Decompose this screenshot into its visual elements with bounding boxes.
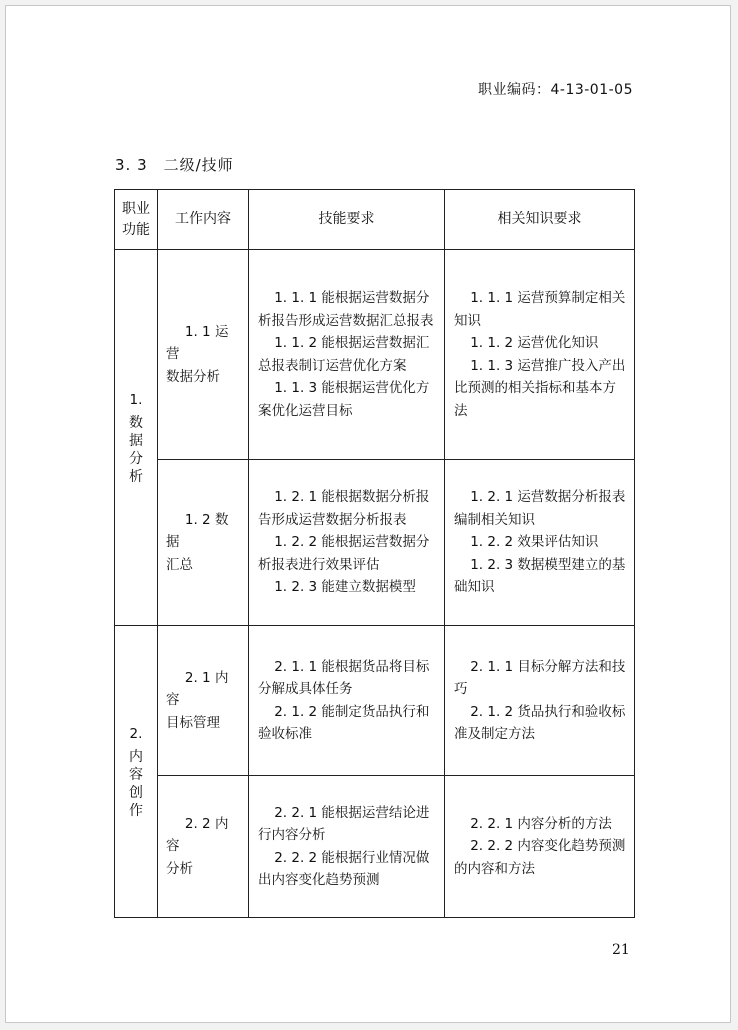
work-line: 分析 — [166, 860, 193, 877]
knowledge-cell — [445, 776, 635, 918]
work-cell — [158, 460, 249, 626]
function-char: 创 — [129, 784, 143, 801]
work-cell — [158, 626, 249, 776]
work-line: 2. 2 内容 — [166, 815, 229, 855]
function-char: 内 — [129, 748, 143, 765]
header-work: 工作内容 — [158, 190, 249, 250]
table-row — [115, 250, 635, 460]
work-cell — [158, 776, 249, 918]
function-char: 数 — [129, 414, 143, 431]
skill-item: 2. 2. 1 能根据运营结论进行内容分析 — [258, 804, 430, 843]
function-char: 分 — [129, 450, 143, 467]
function-char: 据 — [129, 432, 143, 449]
table-row — [115, 776, 635, 918]
work-line: 目标管理 — [166, 714, 220, 731]
knowledge-cell — [445, 250, 635, 460]
document-page — [5, 5, 731, 1023]
function-number: 2. — [129, 726, 143, 743]
skill-item: 1. 2. 3 能建立数据模型 — [274, 579, 416, 596]
skill-item: 2. 2. 2 能根据行业情况做出内容变化趋势预测 — [258, 849, 430, 888]
work-line: 汇总 — [166, 556, 193, 573]
work-line: 1. 2 数据 — [166, 511, 229, 551]
knowledge-item: 2. 1. 1 目标分解方法和技巧 — [454, 658, 626, 697]
work-line: 1. 1 运营 — [166, 323, 229, 363]
knowledge-cell — [445, 626, 635, 776]
skill-cell — [249, 626, 445, 776]
function-char: 作 — [129, 802, 143, 819]
knowledge-item: 2. 1. 2 货品执行和验收标准及制定方法 — [454, 703, 626, 742]
section-title: 3. 3 二级/技师 — [115, 156, 234, 174]
knowledge-item: 1. 2. 1 运营数据分析报表编制相关知识 — [454, 489, 626, 528]
function-cell-2 — [115, 626, 158, 918]
header-skill: 技能要求 — [249, 190, 445, 250]
skill-cell — [249, 776, 445, 918]
header-function-line2: 功能 — [122, 221, 150, 238]
knowledge-item: 1. 1. 3 运营推广投入产出比预测的相关指标和基本方法 — [454, 357, 626, 419]
skill-item: 1. 1. 1 能根据运营数据分析报告形成运营数据汇总报表 — [258, 290, 434, 329]
function-cell-1 — [115, 250, 158, 626]
skill-item: 1. 1. 3 能根据运营优化方案优化运营目标 — [258, 380, 430, 419]
skill-cell — [249, 460, 445, 626]
skill-item: 1. 1. 2 能根据运营数据汇总报表制订运营优化方案 — [258, 335, 430, 374]
skills-table — [114, 189, 635, 918]
knowledge-item: 1. 1. 1 运营预算制定相关知识 — [454, 290, 626, 329]
knowledge-item: 2. 2. 1 内容分析的方法 — [470, 815, 612, 832]
header-function — [115, 190, 158, 250]
occupation-code: 职业编码：4-13-01-05 — [477, 82, 633, 98]
work-line: 2. 1 内容 — [166, 669, 229, 709]
table-row — [115, 460, 635, 626]
knowledge-item: 2. 2. 2 内容变化趋势预测的内容和方法 — [454, 838, 626, 877]
knowledge-cell — [445, 460, 635, 626]
header-function-line1: 职业 — [122, 200, 150, 217]
function-char: 析 — [129, 468, 143, 485]
skill-item: 1. 2. 2 能根据运营数据分析报表进行效果评估 — [258, 534, 430, 573]
work-cell — [158, 250, 249, 460]
header-knowledge: 相关知识要求 — [445, 190, 635, 250]
table-header-row — [115, 190, 635, 250]
function-char: 容 — [129, 766, 143, 783]
page-number: 21 — [612, 942, 630, 958]
skill-cell — [249, 250, 445, 460]
skill-item: 2. 1. 2 能制定货品执行和验收标准 — [258, 703, 430, 742]
function-number: 1. — [129, 392, 143, 409]
knowledge-item: 1. 1. 2 运营优化知识 — [470, 335, 599, 351]
table-row — [115, 626, 635, 776]
skill-item: 2. 1. 1 能根据货品将目标分解成具体任务 — [258, 658, 430, 697]
skill-item: 1. 2. 1 能根据数据分析报告形成运营数据分析报表 — [258, 489, 430, 528]
work-line: 数据分析 — [166, 368, 220, 385]
knowledge-item: 1. 2. 3 数据模型建立的基础知识 — [454, 556, 626, 596]
knowledge-item: 1. 2. 2 效果评估知识 — [470, 534, 599, 551]
